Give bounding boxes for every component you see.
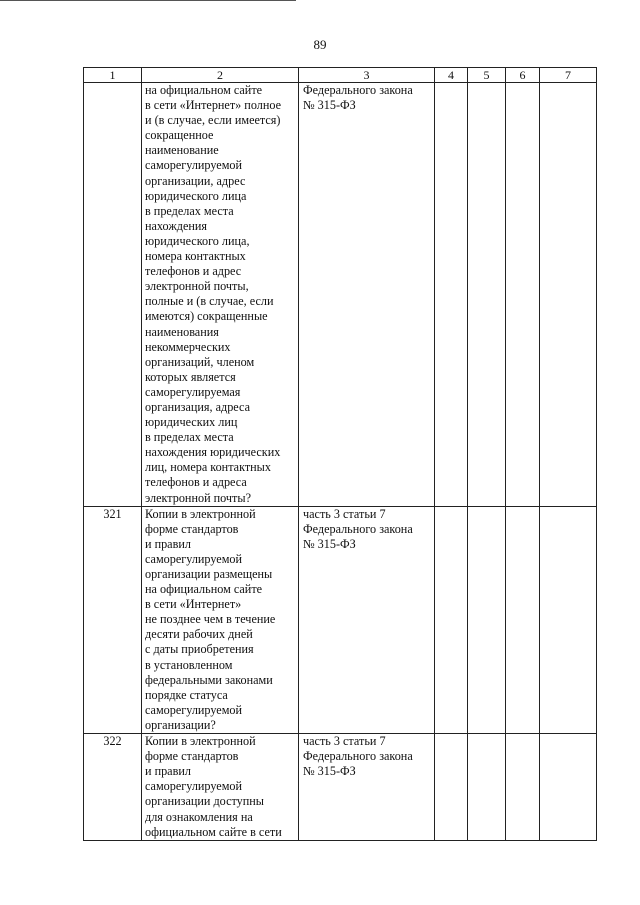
question-line: юридического лица, — [145, 233, 250, 248]
legal-reference-cell — [299, 83, 435, 507]
question-line: в пределах места — [145, 203, 234, 218]
question-line: официальном сайте в сети — [145, 824, 282, 839]
question-line: федеральными законами — [145, 672, 273, 687]
question-line: саморегулируемая — [145, 384, 241, 399]
legal-reference-cell — [299, 506, 435, 733]
question-line: саморегулируемой — [145, 551, 243, 566]
legal-reference-line: часть 3 статьи 7 — [303, 506, 386, 521]
answer-no-cell — [468, 506, 506, 733]
question-line: электронной почты, — [145, 279, 249, 294]
question-line: десяти рабочих дней — [145, 627, 253, 642]
column-header-4: 4 — [435, 68, 468, 83]
question-line: в сети «Интернет» — [145, 597, 242, 612]
legal-reference-line: № 315-ФЗ — [303, 98, 356, 113]
question-line: с даты приобретения — [145, 642, 254, 657]
question-line: нахождения юридических — [145, 445, 281, 460]
question-line: саморегулируемой — [145, 779, 243, 794]
page-number: 89 — [313, 37, 327, 52]
question-cell — [142, 734, 299, 841]
not-applicable-cell — [506, 506, 540, 733]
question-line: саморегулируемой — [145, 702, 243, 717]
question-line: на официальном сайте — [145, 582, 263, 597]
legal-reference-line: № 315-ФЗ — [303, 536, 356, 551]
checklist-table — [83, 67, 597, 841]
table-row — [84, 734, 597, 841]
question-line: саморегулируемой — [145, 158, 243, 173]
question-line: форме стандартов — [145, 521, 239, 536]
answer-yes-cell — [435, 506, 468, 733]
column-header-3: 3 — [299, 68, 435, 83]
column-header-2: 2 — [142, 68, 299, 83]
question-line: организации размещены — [145, 567, 273, 581]
question-line: организации, адрес — [145, 173, 246, 188]
legal-reference-line: Федерального закона — [303, 521, 413, 536]
not-applicable-cell — [506, 734, 540, 841]
question-line: для ознакомления на — [145, 809, 253, 824]
question-line: имеются) сокращенные — [145, 309, 268, 324]
question-line: и (в случае, если имеется) — [145, 113, 281, 128]
question-line: юридического лица — [145, 188, 247, 203]
question-line: наименование — [145, 143, 219, 158]
row-number — [84, 83, 142, 507]
column-header-7: 7 — [540, 68, 597, 83]
legal-reference-line: Федерального закона — [303, 83, 413, 97]
question-line: электронной почты? — [145, 490, 251, 505]
question-line: номера контактных — [145, 249, 246, 264]
legal-reference-line: часть 3 статьи 7 — [303, 734, 386, 749]
answer-no-cell — [468, 83, 506, 507]
question-cell — [142, 506, 299, 733]
question-line: и правил — [145, 764, 191, 779]
table-row — [84, 83, 597, 507]
question-line: форме стандартов — [145, 749, 239, 764]
question-line: в пределах места — [145, 430, 234, 445]
question-line: телефонов и адрес — [145, 264, 242, 279]
legal-reference-line: № 315-ФЗ — [303, 764, 356, 779]
question-line: нахождения — [145, 218, 208, 233]
question-line: сокращенное — [145, 128, 214, 143]
table-row — [84, 506, 597, 733]
row-number: 322 — [84, 734, 142, 841]
question-line: организации? — [145, 717, 216, 732]
note-cell — [540, 506, 597, 733]
answer-no-cell — [468, 734, 506, 841]
column-header-5: 5 — [468, 68, 506, 83]
column-header-1: 1 — [84, 68, 142, 83]
row-number: 321 — [84, 506, 142, 733]
question-cell — [142, 83, 299, 507]
question-line: лиц, номера контактных — [145, 460, 271, 475]
note-cell — [540, 734, 597, 841]
question-line: порядке статуса — [145, 687, 228, 702]
column-header-6: 6 — [506, 68, 540, 83]
question-line: в установленном — [145, 657, 233, 672]
question-line: некоммерческих — [145, 339, 231, 354]
not-applicable-cell — [506, 83, 540, 507]
answer-yes-cell — [435, 734, 468, 841]
note-cell — [540, 83, 597, 507]
question-line: организаций, членом — [145, 354, 255, 369]
header-row — [84, 68, 597, 83]
question-line: телефонов и адреса — [145, 475, 247, 490]
question-line: организация, адреса — [145, 399, 250, 414]
question-line: наименования — [145, 324, 219, 339]
question-line: в сети «Интернет» полное — [145, 98, 282, 113]
question-line: Копии в электронной — [145, 506, 256, 521]
question-line: и правил — [145, 536, 191, 551]
question-line: которых является — [145, 369, 236, 384]
answer-yes-cell — [435, 83, 468, 507]
question-line: не позднее чем в течение — [145, 612, 276, 627]
question-line: полные и (в случае, если — [145, 294, 274, 309]
legal-reference-cell — [299, 734, 435, 841]
top-rule — [0, 0, 296, 1]
legal-reference-line: Федерального закона — [303, 749, 413, 764]
question-line: организации доступны — [145, 794, 264, 809]
question-line: юридических лиц — [145, 415, 238, 430]
question-line: Копии в электронной — [145, 734, 256, 749]
question-line: на официальном сайте — [145, 83, 263, 97]
